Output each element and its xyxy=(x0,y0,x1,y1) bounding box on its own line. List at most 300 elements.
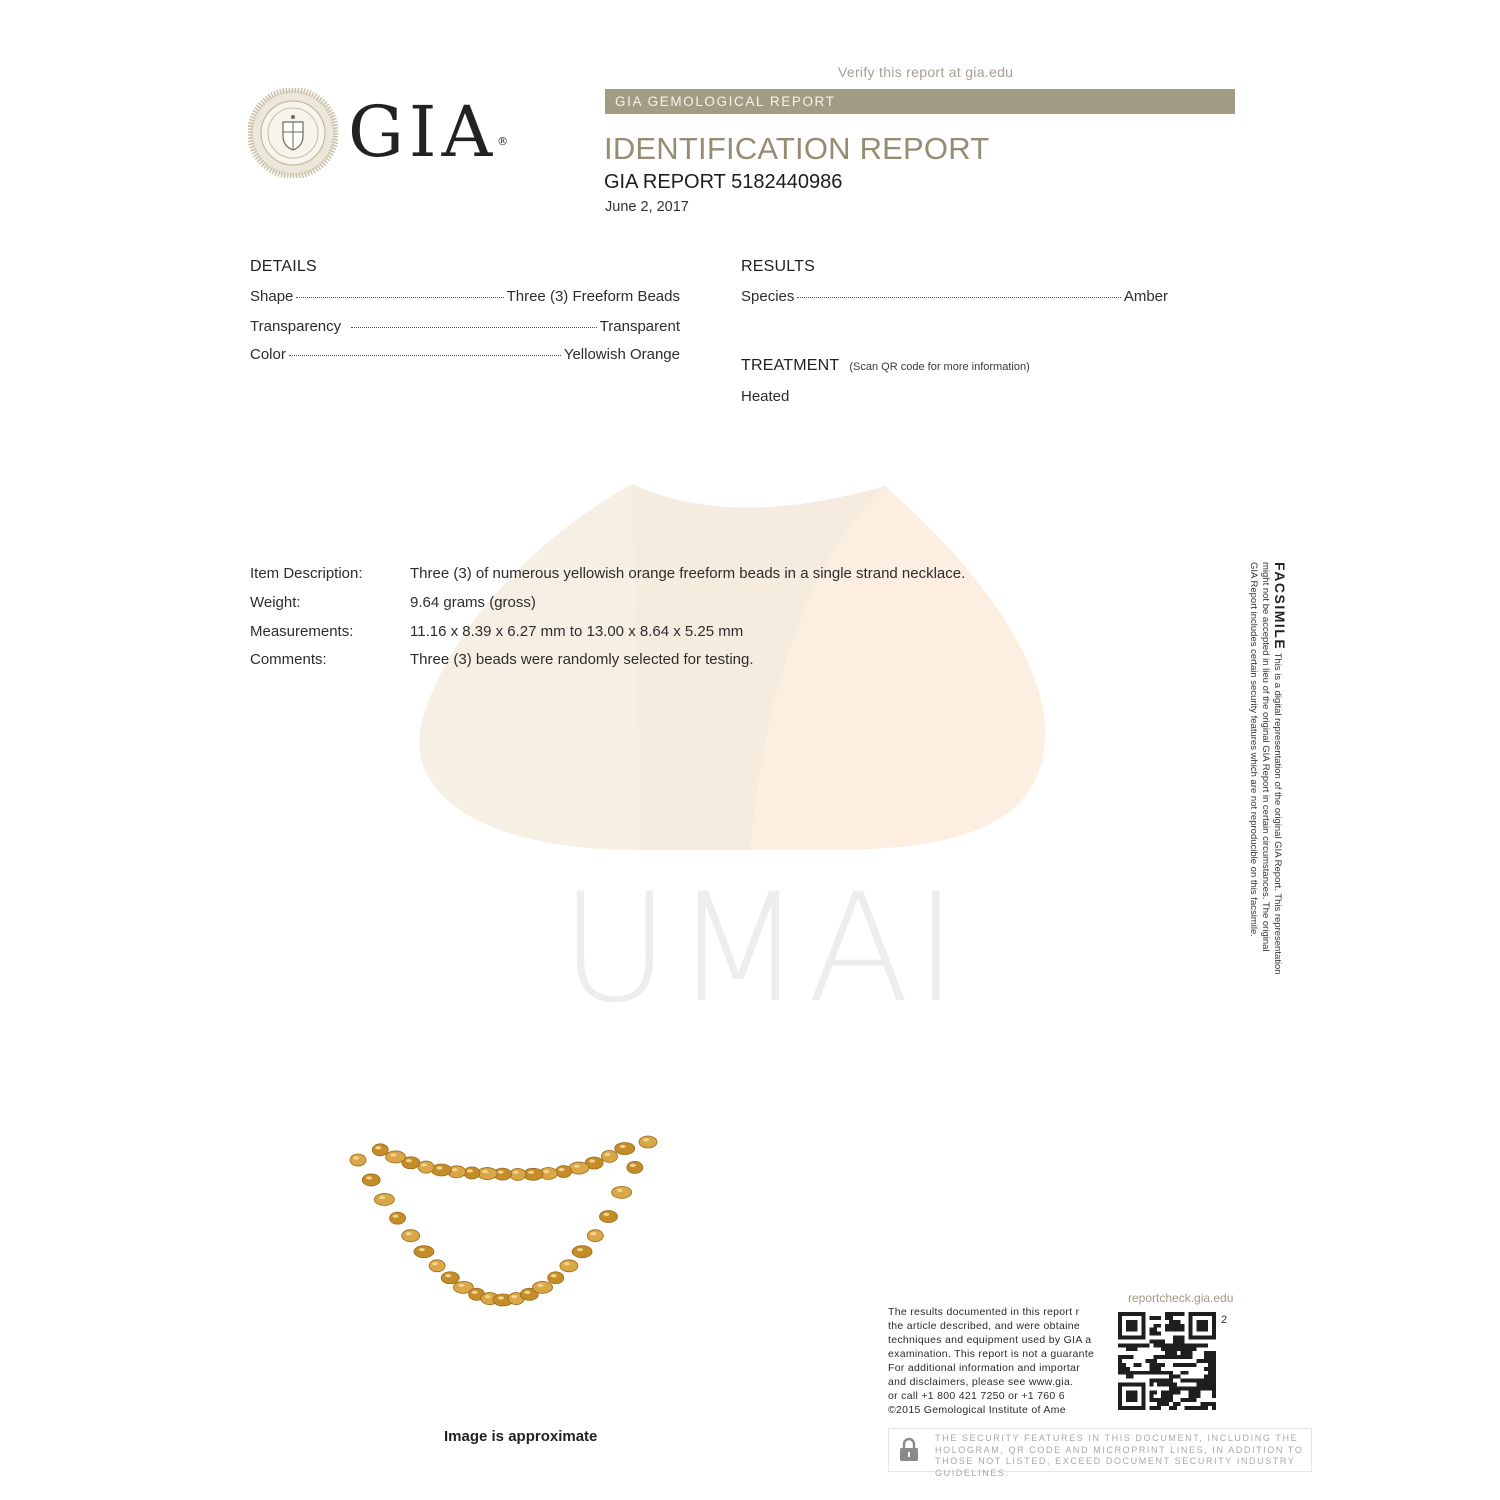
qr-module xyxy=(1157,1371,1161,1375)
qr-module xyxy=(1189,1347,1193,1351)
amber-bead xyxy=(390,1212,406,1224)
results-heading: RESULTS xyxy=(741,258,816,275)
bead-highlight xyxy=(467,1169,473,1172)
qr-module xyxy=(1177,1355,1181,1359)
disclaimer-line: techniques and equipment used by GIA a xyxy=(888,1334,1092,1346)
qr-module xyxy=(1200,1402,1204,1406)
qr-module xyxy=(1165,1379,1169,1383)
qr-module xyxy=(1185,1351,1189,1355)
qr-module xyxy=(1161,1371,1165,1375)
qr-module xyxy=(1122,1367,1126,1371)
bead-highlight xyxy=(559,1168,565,1171)
disclaimer-line: the article described, and were obtaine xyxy=(888,1320,1081,1332)
treatment-value: Heated xyxy=(741,388,790,405)
qr-module xyxy=(1189,1398,1193,1402)
qr-module xyxy=(1153,1324,1157,1328)
qr-module xyxy=(1212,1371,1216,1375)
qr-module xyxy=(1118,1359,1122,1363)
qr-module xyxy=(1157,1343,1161,1347)
qr-module xyxy=(1165,1312,1169,1316)
logo-text: GIA xyxy=(348,91,498,173)
qr-module xyxy=(1173,1390,1177,1394)
qr-module xyxy=(1130,1371,1134,1375)
qr-module xyxy=(1142,1343,1146,1347)
qr-module xyxy=(1208,1367,1212,1371)
qr-module xyxy=(1173,1351,1177,1355)
amber-bead xyxy=(533,1281,553,1293)
qr-module xyxy=(1185,1406,1189,1410)
qr-module xyxy=(1149,1339,1153,1343)
qr-module xyxy=(1196,1394,1200,1398)
qr-module xyxy=(1192,1406,1196,1410)
bead-highlight xyxy=(485,1295,491,1298)
qr-module xyxy=(1134,1371,1138,1375)
qr-module xyxy=(1165,1351,1169,1355)
qr-module xyxy=(1208,1402,1212,1406)
qr-module xyxy=(1134,1363,1138,1367)
qr-module xyxy=(1153,1355,1157,1359)
qr-module xyxy=(1134,1343,1138,1347)
qr-module xyxy=(1165,1343,1169,1347)
qr-module xyxy=(1173,1339,1177,1343)
qr-module xyxy=(1149,1398,1153,1402)
qr-code[interactable] xyxy=(1118,1312,1216,1410)
qr-module xyxy=(1169,1347,1173,1351)
qr-module xyxy=(1189,1343,1193,1347)
detail-row-color xyxy=(250,346,680,363)
treatment-heading: TREATMENT xyxy=(741,357,840,374)
qr-module xyxy=(1149,1379,1153,1383)
bead-highlight xyxy=(436,1166,442,1169)
bead-highlight xyxy=(482,1170,488,1173)
facsimile-line: GIA Report includes certain security features which are not reproducible on this facsimile. xyxy=(1248,562,1259,937)
qr-module xyxy=(1181,1343,1185,1347)
bead-highlight xyxy=(452,1168,458,1171)
qr-module xyxy=(1149,1332,1153,1336)
qr-module xyxy=(1185,1355,1189,1359)
qr-module xyxy=(1169,1386,1173,1390)
qr-module xyxy=(1122,1363,1126,1367)
qr-module xyxy=(1192,1379,1196,1383)
qr-module xyxy=(1212,1383,1216,1387)
qr-module xyxy=(1204,1386,1208,1390)
qr-module xyxy=(1149,1316,1153,1320)
qr-module xyxy=(1169,1375,1173,1379)
qr-module xyxy=(1142,1371,1146,1375)
bead-highlight xyxy=(603,1213,609,1216)
qr-module xyxy=(1153,1390,1157,1394)
qr-module xyxy=(1208,1375,1212,1379)
qr-module xyxy=(1153,1363,1157,1367)
disclaimer-line: examination. This report is not a guarante xyxy=(888,1348,1095,1360)
facsimile-line: might not be accepted in lieu of the original GIA Report in certain circumstances. The original xyxy=(1260,562,1271,952)
qr-module xyxy=(1177,1320,1181,1324)
qr-module xyxy=(1173,1406,1177,1410)
qr-module xyxy=(1153,1371,1157,1375)
bead-highlight xyxy=(551,1274,557,1277)
qr-module xyxy=(1149,1394,1153,1398)
qr-module xyxy=(1196,1386,1200,1390)
bead-highlight xyxy=(406,1232,412,1235)
bead-highlight xyxy=(564,1262,570,1265)
amber-bead xyxy=(639,1136,657,1148)
bead-highlight xyxy=(574,1164,580,1167)
qr-module xyxy=(1138,1371,1142,1375)
qr-module xyxy=(1126,1320,1138,1332)
qr-module xyxy=(1149,1359,1153,1363)
qr-module xyxy=(1189,1386,1193,1390)
qr-module xyxy=(1165,1347,1169,1351)
bead-highlight xyxy=(513,1171,519,1174)
bead-highlight xyxy=(543,1170,549,1173)
qr-module xyxy=(1169,1328,1173,1332)
detail-row-transparency xyxy=(250,318,680,335)
watermark-shape xyxy=(410,480,1060,860)
bead-highlight xyxy=(498,1170,504,1173)
details-heading: DETAILS xyxy=(250,258,317,275)
security-notice-text: THE SECURITY FEATURES IN THIS DOCUMENT, INCLUDING THE HOLOGRAM, QR CODE AND MICROPRINT LINES, IN ADDITION TO THOSE NOT LISTED, EXCEED DOCUMENT SECURITY INDUSTRY GUIDELINES. xyxy=(935,1433,1304,1478)
bead-highlight xyxy=(589,1159,595,1162)
qr-module xyxy=(1173,1343,1177,1347)
bead-highlight xyxy=(379,1196,385,1199)
qr-module xyxy=(1200,1386,1204,1390)
qr-module xyxy=(1161,1398,1165,1402)
qr-module xyxy=(1149,1406,1153,1410)
gia-seal-icon xyxy=(248,88,338,178)
qr-module xyxy=(1173,1383,1177,1387)
amber-bead xyxy=(599,1211,617,1223)
qr-module xyxy=(1161,1339,1165,1343)
qr-module xyxy=(1196,1320,1208,1332)
qr-module xyxy=(1149,1367,1153,1371)
qr-module xyxy=(1169,1371,1173,1375)
qr-module xyxy=(1157,1406,1161,1410)
bead-highlight xyxy=(604,1153,610,1156)
qr-module xyxy=(1118,1367,1122,1371)
qr-module xyxy=(1177,1339,1181,1343)
bead-highlight xyxy=(432,1262,438,1265)
qr-module xyxy=(1192,1390,1196,1394)
qr-module xyxy=(1185,1379,1189,1383)
disclaimer-line: or call +1 800 421 7250 or +1 760 6 xyxy=(888,1390,1065,1402)
qr-module xyxy=(1181,1339,1185,1343)
qr-module xyxy=(1130,1355,1134,1359)
qr-module xyxy=(1192,1363,1196,1367)
qr-module xyxy=(1153,1343,1157,1347)
amber-bead xyxy=(548,1272,564,1284)
qr-module xyxy=(1169,1351,1173,1355)
qr-module xyxy=(1157,1367,1161,1371)
qr-module xyxy=(1177,1324,1181,1328)
qr-module xyxy=(1126,1355,1130,1359)
item-label: Measurements: xyxy=(250,623,354,640)
bead-highlight xyxy=(590,1232,596,1235)
qr-module xyxy=(1173,1386,1177,1390)
disclaimer-line: The results documented in this report r xyxy=(888,1306,1080,1318)
qr-module xyxy=(1200,1359,1204,1363)
qr-module xyxy=(1173,1402,1177,1406)
qr-module xyxy=(1204,1355,1208,1359)
facsimile-line: This is a digital representation of the original GIA Report. This representation xyxy=(1272,652,1283,975)
qr-module xyxy=(1169,1394,1173,1398)
qr-module xyxy=(1153,1367,1157,1371)
bead-highlight xyxy=(643,1138,649,1141)
qr-number: 2 xyxy=(1221,1314,1228,1326)
amber-bead xyxy=(510,1168,526,1180)
qr-module xyxy=(1165,1371,1169,1375)
qr-module xyxy=(1161,1402,1165,1406)
qr-module xyxy=(1165,1324,1169,1328)
qr-module xyxy=(1134,1347,1138,1351)
qr-module xyxy=(1145,1343,1149,1347)
amber-bead xyxy=(441,1272,459,1284)
qr-module xyxy=(1189,1394,1193,1398)
amber-bead xyxy=(372,1144,388,1156)
qr-module xyxy=(1181,1328,1185,1332)
species-value: Amber xyxy=(1123,288,1168,305)
bead-highlight xyxy=(630,1164,636,1167)
amber-bead xyxy=(414,1246,434,1258)
qr-module xyxy=(1212,1375,1216,1379)
qr-module xyxy=(1173,1324,1177,1328)
bead-highlight xyxy=(445,1274,451,1277)
qr-module xyxy=(1161,1363,1165,1367)
qr-module xyxy=(1157,1339,1161,1343)
item-value: Three (3) of numerous yellowish orange freeform beads in a single strand necklace. xyxy=(410,565,966,582)
qr-module xyxy=(1149,1371,1153,1375)
amber-bead xyxy=(464,1167,480,1179)
qr-module xyxy=(1153,1379,1157,1383)
detail-row-shape xyxy=(250,288,680,305)
bead-highlight xyxy=(393,1215,399,1218)
detail-value: Three (3) Freeform Beads xyxy=(506,288,680,305)
qr-module xyxy=(1118,1343,1122,1347)
qr-module xyxy=(1165,1316,1169,1320)
bead-highlight xyxy=(511,1295,517,1298)
qr-module xyxy=(1157,1316,1161,1320)
amber-bead xyxy=(362,1174,380,1186)
qr-module xyxy=(1177,1343,1181,1347)
qr-module xyxy=(1185,1343,1189,1347)
qr-module xyxy=(1173,1336,1177,1340)
amber-bead xyxy=(572,1246,592,1258)
qr-module xyxy=(1212,1402,1216,1406)
watermark-text: UMAI xyxy=(560,862,963,1036)
treatment-note: (Scan QR code for more information) xyxy=(849,361,1030,373)
species-label: Species xyxy=(741,288,795,305)
qr-module xyxy=(1204,1406,1208,1410)
qr-module xyxy=(1189,1363,1193,1367)
qr-module xyxy=(1149,1390,1153,1394)
qr-module xyxy=(1181,1347,1185,1351)
qr-module xyxy=(1177,1312,1181,1316)
reportcheck-link[interactable]: reportcheck.gia.edu xyxy=(1128,1291,1234,1305)
amber-bead xyxy=(560,1260,578,1272)
qr-module xyxy=(1161,1355,1165,1359)
qr-module xyxy=(1192,1386,1196,1390)
qr-module xyxy=(1208,1351,1212,1355)
qr-module xyxy=(1122,1355,1126,1359)
qr-module xyxy=(1181,1371,1185,1375)
registered-mark: ® xyxy=(497,135,509,148)
disclaimer-line: and disclaimers, please see www.gia. xyxy=(888,1376,1074,1388)
qr-module xyxy=(1177,1402,1181,1406)
qr-module xyxy=(1169,1383,1173,1387)
qr-module xyxy=(1145,1371,1149,1375)
qr-module xyxy=(1192,1343,1196,1347)
qr-module xyxy=(1189,1390,1193,1394)
qr-module xyxy=(1208,1363,1212,1367)
qr-module xyxy=(1173,1375,1177,1379)
qr-module xyxy=(1196,1406,1200,1410)
qr-module xyxy=(1165,1398,1169,1402)
amber-bead xyxy=(402,1230,420,1242)
bead-highlight xyxy=(421,1163,427,1166)
qr-module xyxy=(1173,1363,1177,1367)
qr-module xyxy=(1181,1398,1185,1402)
qr-module xyxy=(1173,1328,1177,1332)
qr-module xyxy=(1118,1371,1122,1375)
qr-module xyxy=(1130,1375,1134,1379)
bead-highlight xyxy=(353,1156,359,1159)
qr-module xyxy=(1212,1355,1216,1359)
verify-link[interactable]: Verify this report at gia.edu xyxy=(838,64,1014,80)
item-label: Item Description: xyxy=(250,565,363,582)
disclaimer-line: ©2015 Gemological Institute of Ame xyxy=(888,1404,1066,1416)
qr-module xyxy=(1165,1355,1169,1359)
qr-module xyxy=(1181,1336,1185,1340)
qr-module xyxy=(1177,1363,1181,1367)
report-type-band: GIA GEMOLOGICAL REPORT xyxy=(605,89,1235,114)
qr-module xyxy=(1212,1390,1216,1394)
bead-highlight xyxy=(406,1159,412,1162)
qr-module xyxy=(1185,1398,1189,1402)
report-title: IDENTIFICATION REPORT xyxy=(604,131,990,166)
qr-module xyxy=(1185,1386,1189,1390)
qr-module xyxy=(1118,1363,1122,1367)
detail-value: Transparent xyxy=(599,318,680,335)
qr-module xyxy=(1177,1347,1181,1351)
qr-module xyxy=(1212,1386,1216,1390)
qr-module xyxy=(1165,1328,1169,1332)
qr-module xyxy=(1189,1355,1193,1359)
amber-bead xyxy=(601,1150,617,1162)
qr-module xyxy=(1138,1343,1142,1347)
qr-module xyxy=(1204,1367,1208,1371)
qr-module xyxy=(1165,1383,1169,1387)
qr-module xyxy=(1200,1383,1204,1387)
qr-module xyxy=(1208,1386,1212,1390)
qr-module xyxy=(1185,1347,1189,1351)
item-label: Comments: xyxy=(250,651,327,668)
qr-module xyxy=(1126,1375,1130,1379)
bead-highlight xyxy=(391,1153,397,1156)
qr-module xyxy=(1165,1402,1169,1406)
qr-module xyxy=(1181,1324,1185,1328)
bead-highlight xyxy=(538,1284,544,1287)
qr-module xyxy=(1169,1390,1173,1394)
qr-module xyxy=(1196,1383,1200,1387)
amber-bead xyxy=(431,1164,451,1176)
qr-module xyxy=(1212,1394,1216,1398)
qr-module xyxy=(1177,1386,1181,1390)
disclaimer-text xyxy=(888,1305,1113,1417)
qr-module xyxy=(1192,1347,1196,1351)
qr-module xyxy=(1200,1379,1204,1383)
amber-bead xyxy=(429,1260,445,1272)
qr-module xyxy=(1126,1390,1138,1402)
qr-module xyxy=(1153,1328,1157,1332)
qr-module xyxy=(1204,1343,1208,1347)
qr-module xyxy=(1165,1394,1169,1398)
detail-value: Yellowish Orange xyxy=(563,346,680,363)
bead-highlight xyxy=(498,1296,504,1299)
item-value: Three (3) beads were randomly selected for testing. xyxy=(410,651,754,668)
qr-module xyxy=(1149,1383,1153,1387)
qr-module xyxy=(1138,1363,1142,1367)
detail-label: Transparency xyxy=(250,318,342,335)
qr-module xyxy=(1177,1328,1181,1332)
qr-module xyxy=(1169,1324,1173,1328)
image-caption: Image is approximate xyxy=(444,1428,598,1445)
amber-bead xyxy=(615,1143,635,1155)
qr-module xyxy=(1181,1351,1185,1355)
qr-module xyxy=(1192,1398,1196,1402)
bead-highlight xyxy=(577,1248,583,1251)
qr-module xyxy=(1212,1406,1216,1410)
qr-module xyxy=(1185,1371,1189,1375)
qr-module xyxy=(1212,1367,1216,1371)
qr-module xyxy=(1157,1332,1161,1336)
qr-module xyxy=(1196,1359,1200,1363)
qr-module xyxy=(1161,1347,1165,1351)
disclaimer-line: For additional information and importar xyxy=(888,1362,1081,1374)
qr-module xyxy=(1153,1359,1157,1363)
qr-module xyxy=(1212,1359,1216,1363)
qr-module xyxy=(1212,1379,1216,1383)
qr-module xyxy=(1126,1343,1130,1347)
report-date: June 2, 2017 xyxy=(605,199,689,215)
qr-module xyxy=(1181,1355,1185,1359)
amber-bead xyxy=(627,1161,643,1173)
qr-module xyxy=(1181,1363,1185,1367)
amber-necklace-image xyxy=(340,1120,670,1320)
qr-module xyxy=(1149,1363,1153,1367)
facsimile-notice xyxy=(1246,562,1286,1087)
bead-highlight xyxy=(524,1291,530,1294)
qr-module xyxy=(1145,1359,1149,1363)
qr-module xyxy=(1153,1406,1157,1410)
qr-module xyxy=(1169,1379,1173,1383)
item-value: 11.16 x 8.39 x 6.27 mm to 13.00 x 8.64 x 5.25 mm xyxy=(410,623,744,640)
qr-module xyxy=(1130,1347,1134,1351)
amber-bead xyxy=(556,1166,572,1178)
qr-module xyxy=(1181,1312,1185,1316)
qr-module xyxy=(1157,1379,1161,1383)
qr-module xyxy=(1126,1367,1130,1371)
qr-module xyxy=(1177,1375,1181,1379)
qr-module xyxy=(1204,1351,1208,1355)
qr-module xyxy=(1200,1343,1204,1347)
qr-module xyxy=(1204,1383,1208,1387)
lock-icon xyxy=(898,1437,920,1463)
qr-module xyxy=(1161,1383,1165,1387)
qr-module xyxy=(1189,1406,1193,1410)
bead-highlight xyxy=(528,1171,534,1174)
qr-module xyxy=(1157,1402,1161,1406)
facsimile-title: FACSIMILE xyxy=(1272,562,1288,651)
item-value: 9.64 grams (gross) xyxy=(410,594,536,611)
